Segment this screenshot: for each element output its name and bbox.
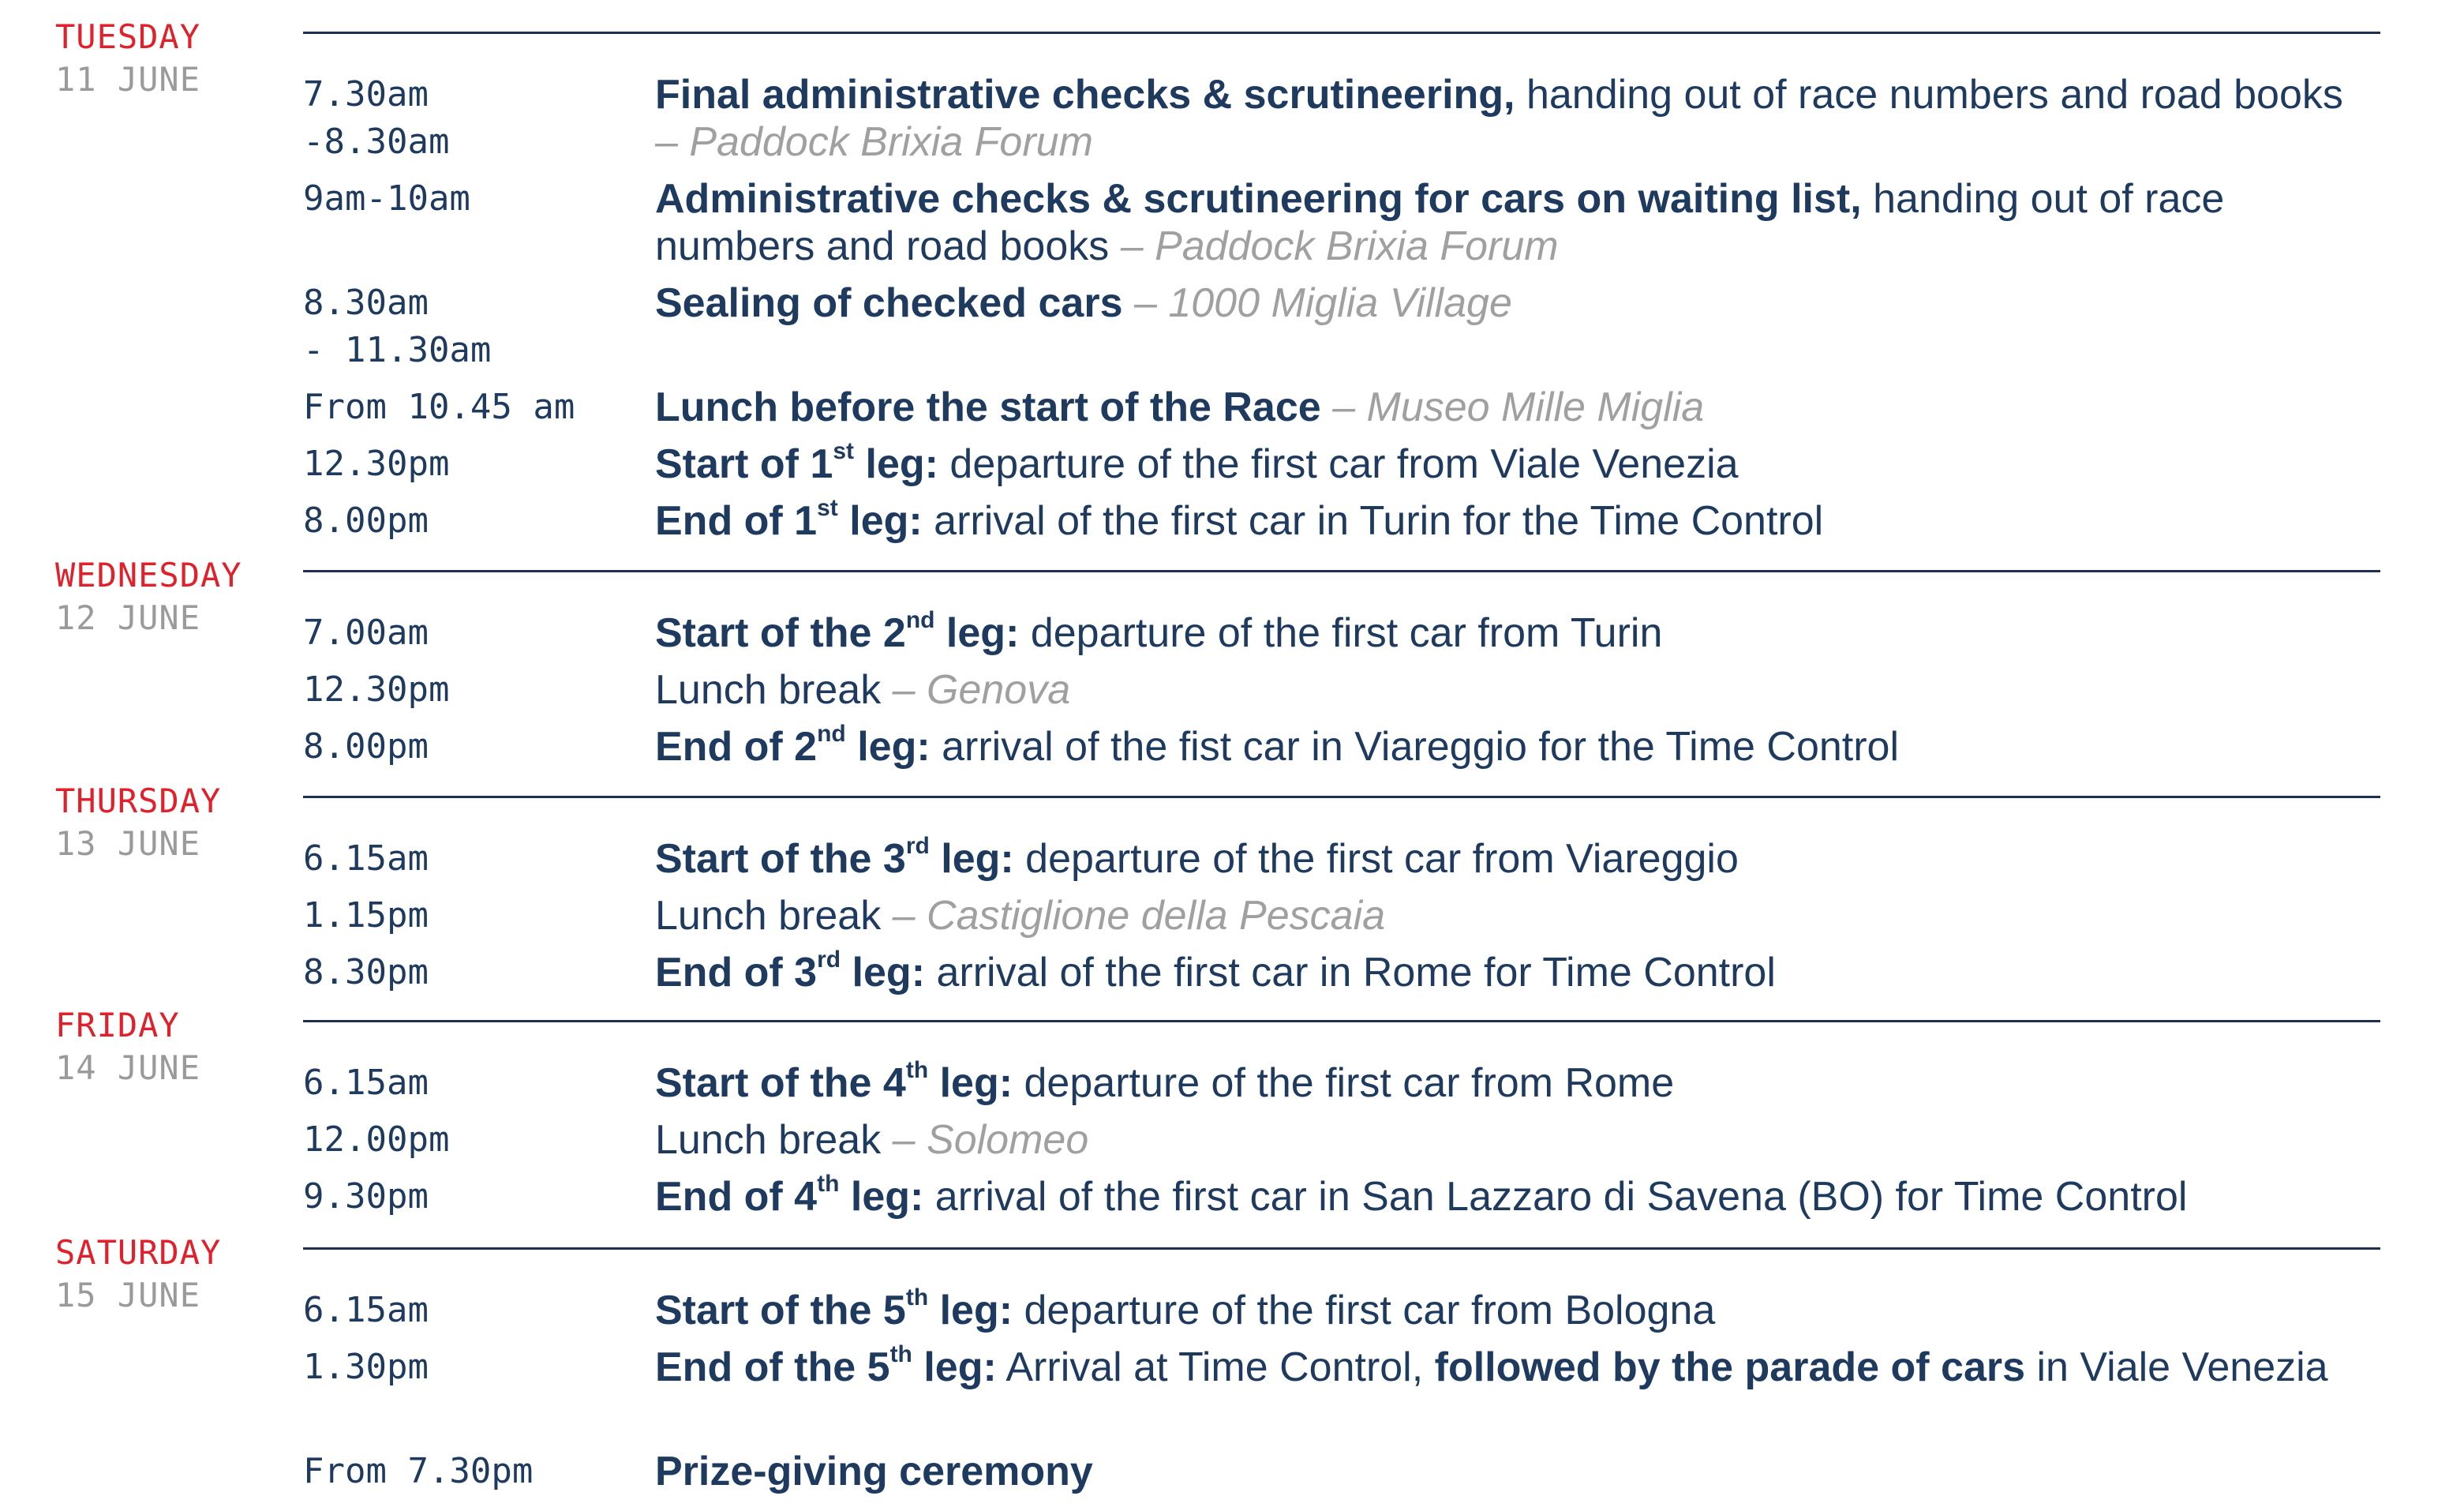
entry-text: Lunch break <box>655 667 893 713</box>
entry-title-text: Start of the 3 <box>655 836 906 882</box>
entry-text <box>1321 384 1332 430</box>
entry-text: departure of the first car from Viareggio <box>1013 836 1739 882</box>
ordinal-suffix: nd <box>905 606 935 633</box>
entry-text: departure of the first car from Viale Venezia <box>938 441 1739 487</box>
entry-text: in Viale Venezia <box>2025 1344 2328 1390</box>
entry-description <box>655 279 2368 327</box>
entry-text <box>1123 280 1134 326</box>
entry-location: – 1000 Miglia Village <box>1133 280 1512 326</box>
entry-description <box>655 71 2368 166</box>
section-divider <box>303 570 2380 572</box>
entry-location: – Castiglione della Pescaia <box>892 893 1386 939</box>
section-divider <box>303 1247 2380 1250</box>
day-label <box>55 780 221 865</box>
entry-text: arrival of the first car in Turin for the Time Control <box>922 498 1824 544</box>
day-label <box>55 1232 221 1317</box>
entry-description <box>655 720 2368 770</box>
entry-title-text: End of the 5 <box>655 1344 890 1390</box>
entry-location: – Paddock Brixia Forum <box>1120 223 1559 269</box>
entry-time: 8.00pm <box>303 726 429 767</box>
entry-title-text: End of 4 <box>655 1174 818 1220</box>
entry-description <box>655 1448 2368 1495</box>
entry-description <box>655 175 2368 270</box>
entry-text: arrival of the fist car in Viareggio for the Time Control <box>930 724 1900 770</box>
entry-description <box>655 946 2368 996</box>
entry-description <box>655 384 2368 431</box>
section-divider <box>303 796 2380 798</box>
entry-time: 6.15am <box>303 1063 429 1103</box>
entry-title-text: Lunch before the start of the Race <box>655 384 1321 430</box>
entry-text: departure of the first car from Rome <box>1013 1060 1675 1106</box>
entry-time: 12.30pm <box>303 444 450 484</box>
entry-title-text: leg: <box>929 836 1014 882</box>
ordinal-suffix: th <box>817 1170 840 1197</box>
entry-title-text: Start of the 4 <box>655 1060 906 1106</box>
entry-title-text: End of 3 <box>655 950 818 995</box>
entry-time: 1.15pm <box>303 895 429 935</box>
entry-text: Arrival at Time Control, <box>996 1344 1435 1390</box>
entry-text: departure of the first car from Bologna <box>1013 1288 1716 1333</box>
ordinal-suffix: th <box>889 1340 912 1367</box>
day-label <box>55 1004 200 1089</box>
entry-title-text: Sealing of checked cars <box>655 280 1123 326</box>
entry-time: 7.00am <box>303 613 429 653</box>
entry-time: 1.30pm <box>303 1347 429 1387</box>
day-name: WEDNESDAY <box>55 556 242 594</box>
entry-text: Lunch break <box>655 893 893 939</box>
entry-title-text: leg: <box>928 1288 1013 1333</box>
entry-time: From 7.30pm <box>303 1451 534 1491</box>
section-divider <box>303 1020 2380 1022</box>
entry-title-text: leg: <box>928 1060 1013 1106</box>
ordinal-suffix: rd <box>905 832 930 859</box>
entry-description <box>655 1340 2368 1391</box>
entry-description <box>655 494 2368 545</box>
entry-title-text: leg: <box>845 724 931 770</box>
entry-title-text: followed by the parade of cars <box>1434 1344 2026 1390</box>
entry-location: – Genova <box>892 667 1071 713</box>
ordinal-suffix: th <box>905 1284 929 1310</box>
entry-text: arrival of the first car in San Lazzaro di Savena (BO) for Time Control <box>923 1174 2188 1220</box>
entry-title-text: leg: <box>837 498 923 544</box>
entry-text: arrival of the first car in Rome for Time Control <box>925 950 1776 995</box>
ordinal-suffix: st <box>833 437 855 464</box>
entry-time: 9am-10am <box>303 178 470 219</box>
ordinal-suffix: rd <box>817 946 841 973</box>
entry-time: 6.15am <box>303 1290 429 1330</box>
entry-time: 6.15am <box>303 838 429 879</box>
entry-description <box>655 437 2368 488</box>
entry-time: 8.30pm <box>303 952 429 992</box>
entry-description <box>655 666 2368 714</box>
entry-time: From 10.45 am <box>303 387 575 427</box>
entry-location: – Paddock Brixia Forum <box>655 119 1093 165</box>
day-name: THURSDAY <box>55 782 222 820</box>
entry-description <box>655 606 2368 657</box>
ordinal-suffix: nd <box>817 720 846 747</box>
entry-time: 12.00pm <box>303 1119 450 1160</box>
day-name: TUESDAY <box>55 17 201 56</box>
ordinal-suffix: st <box>817 494 838 521</box>
entry-description <box>655 892 2368 939</box>
day-date: 11 JUNE <box>55 60 201 99</box>
day-date: 12 JUNE <box>55 598 201 637</box>
entry-text: handing out of race numbers and road books <box>655 176 2225 269</box>
ordinal-suffix: th <box>905 1056 929 1083</box>
day-name: SATURDAY <box>55 1233 222 1272</box>
entry-title-text: leg: <box>912 1344 997 1390</box>
entry-description <box>655 1056 2368 1107</box>
entry-text: handing out of race numbers and road books <box>1515 72 2343 118</box>
entry-time: 8.00pm <box>303 501 429 541</box>
entry-description <box>655 1284 2368 1334</box>
entry-title-text: Administrative checks & scrutineering for cars on waiting list, <box>655 176 1862 222</box>
entry-title-text: End of 1 <box>655 498 818 544</box>
entry-text: Lunch break <box>655 1117 893 1163</box>
entry-title-text: leg: <box>841 950 926 995</box>
entry-time: 12.30pm <box>303 669 450 710</box>
entry-text: departure of the first car from Turin <box>1019 610 1663 656</box>
entry-description <box>655 1170 2368 1220</box>
entry-location: – Museo Mille Miglia <box>1332 384 1705 430</box>
day-date: 13 JUNE <box>55 824 201 863</box>
entry-title-text: leg: <box>934 610 1020 656</box>
entry-title-text: Final administrative checks & scrutineering, <box>655 72 1515 118</box>
day-label <box>55 16 200 101</box>
entry-location: – Solomeo <box>892 1117 1089 1163</box>
entry-title-text: End of 2 <box>655 724 818 770</box>
entry-time: 9.30pm <box>303 1176 429 1217</box>
entry-time: 7.30am -8.30am <box>303 74 450 162</box>
entry-title-text: Start of the 5 <box>655 1288 906 1333</box>
section-divider <box>303 32 2380 34</box>
day-name: FRIDAY <box>55 1006 180 1044</box>
day-date: 15 JUNE <box>55 1276 201 1314</box>
entry-title-text: leg: <box>839 1174 924 1220</box>
entry-description <box>655 832 2368 883</box>
day-date: 14 JUNE <box>55 1048 201 1087</box>
day-label <box>55 554 242 639</box>
entry-title-text: Start of the 2 <box>655 610 906 656</box>
entry-title-text: Prize-giving ceremony <box>655 1449 1093 1494</box>
entry-time: 8.30am - 11.30am <box>303 283 492 370</box>
entry-title-text: leg: <box>854 441 938 487</box>
entry-description <box>655 1116 2368 1164</box>
entry-title-text: Start of 1 <box>655 441 833 487</box>
